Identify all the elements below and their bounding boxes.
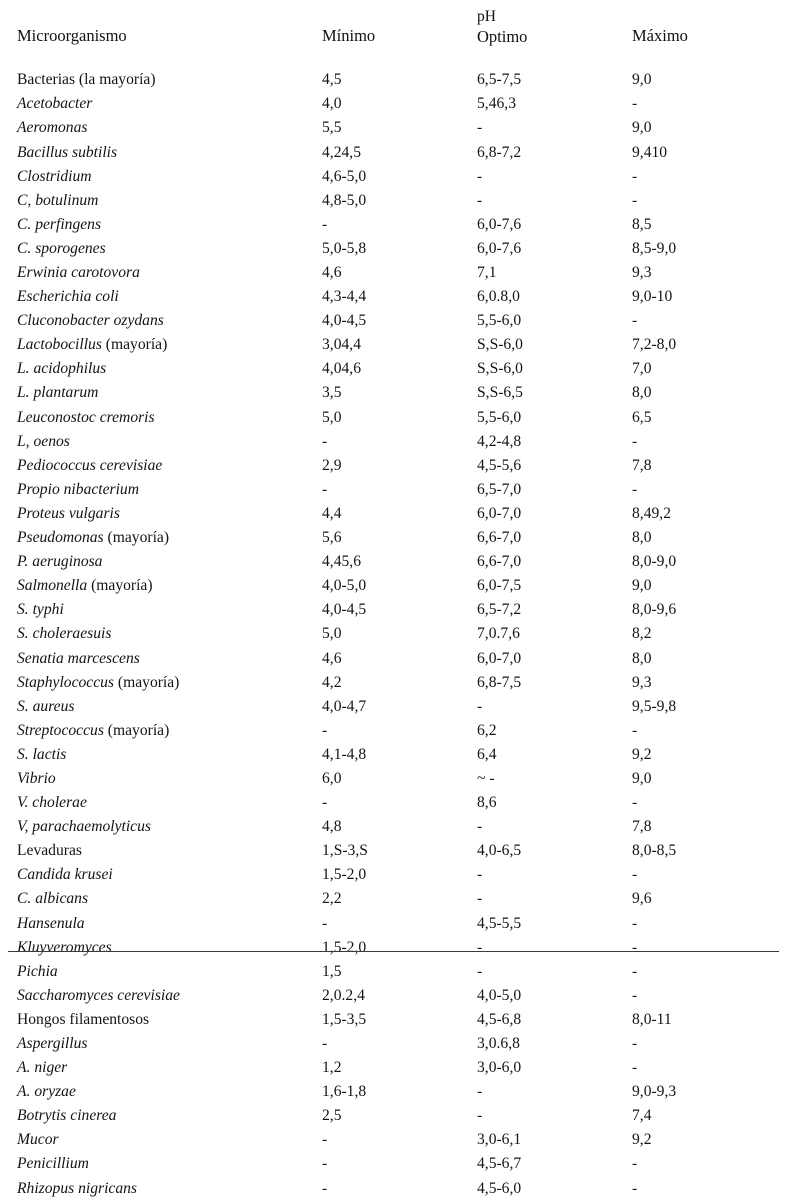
table-row (17, 140, 770, 164)
cell-organism: Saccharomyces cerevisiae (17, 986, 180, 1004)
column-header-maximo: Máximo (632, 25, 688, 45)
cell-maximo: - (632, 938, 638, 956)
table-row (17, 357, 770, 381)
cell-minimo: 4,0-4,5 (322, 601, 367, 619)
cell-maximo: 9,0 (632, 119, 652, 137)
cell-organism: Pseudomonas (mayoría) (17, 529, 170, 547)
cell-minimo: 4,5 (322, 71, 342, 89)
table-row (17, 1008, 770, 1032)
cell-maximo: 8,2 (632, 625, 652, 643)
cell-organism: Cluconobacter ozydans (17, 312, 164, 330)
cell-organism: Salmonella (mayoría) (17, 577, 153, 595)
table-row (17, 984, 770, 1008)
cell-optimo: 3,0-6,1 (477, 1131, 522, 1149)
cell-organism: C. sporogenes (17, 239, 106, 257)
cell-optimo: 4,5-6,0 (477, 1179, 522, 1197)
cell-minimo: 4,0-4,7 (322, 697, 367, 715)
ph-ranges-table (17, 0, 770, 1204)
cell-maximo: 8,0 (632, 649, 652, 667)
cell-organism: Hongos filamentosos (17, 1010, 150, 1028)
cell-organism: Bacterias (la mayoría) (17, 71, 156, 89)
cell-organism: Levaduras (17, 842, 82, 860)
cell-maximo: 8,0 (632, 384, 652, 402)
cell-minimo: - (322, 794, 328, 812)
cell-minimo: 1,5-2,0 (322, 866, 367, 884)
cell-minimo: 1,5-3,5 (322, 1010, 367, 1028)
cell-maximo: - (632, 721, 638, 739)
cell-organism: Leuconostoc cremoris (17, 408, 155, 426)
cell-maximo: 8,5-9,0 (632, 239, 677, 257)
cell-organism: A. oryzae (17, 1083, 76, 1101)
cell-minimo: 4,0-5,0 (322, 577, 367, 595)
cell-organism: V. cholerae (17, 794, 87, 812)
cell-maximo: - (632, 914, 638, 932)
cell-organism: Aspergillus (17, 1035, 88, 1052)
table-row (17, 863, 770, 887)
cell-maximo: 9,2 (632, 745, 652, 763)
cell-minimo: - (322, 480, 328, 498)
cell-maximo: 8,0-9,6 (632, 601, 677, 619)
cell-maximo: 9,0 (632, 769, 652, 787)
table-row (17, 333, 770, 357)
cell-minimo: - (322, 914, 328, 932)
cell-organism: Hansenula (17, 914, 85, 932)
cell-maximo: 8,0-8,5 (632, 842, 677, 860)
cell-minimo: 5,6 (322, 529, 342, 547)
cell-minimo: - (322, 215, 328, 233)
cell-minimo: 2,0.2,4 (322, 986, 365, 1004)
table-row (17, 646, 770, 670)
cell-organism: Mucor (17, 1131, 59, 1149)
cell-organism: Bacillus subtilis (17, 143, 118, 161)
cell-organism: L. acidophilus (17, 360, 107, 378)
cell-optimo: 4,0-5,0 (477, 986, 522, 1004)
table-row (17, 1128, 770, 1152)
cell-organism: S. lactis (17, 745, 67, 763)
cell-optimo: 3,0-6,0 (477, 1059, 522, 1077)
cell-minimo: 1,5 (322, 962, 342, 980)
cell-organism: L. plantarum (17, 384, 99, 402)
table-row (17, 429, 770, 453)
cell-organism: Candida krusei (17, 866, 113, 884)
table-row (17, 1176, 770, 1204)
cell-maximo: 9,0-10 (632, 288, 673, 306)
cell-organism: C. perfingens (17, 215, 102, 233)
cell-minimo: 4,3-4,4 (322, 288, 367, 306)
cell-maximo: - (632, 866, 638, 884)
cell-optimo: 6,2 (477, 721, 497, 739)
cell-optimo: 6,0-7,6 (477, 215, 522, 233)
cell-optimo: - (477, 938, 483, 956)
table-row (17, 92, 770, 116)
cell-maximo: 9,5-9,8 (632, 697, 677, 715)
table-row (17, 188, 770, 212)
cell-maximo: - (632, 1155, 638, 1173)
cell-optimo: 6,5-7,2 (477, 601, 522, 619)
cell-maximo: 7,4 (632, 1107, 652, 1125)
cell-maximo: 7,8 (632, 818, 652, 836)
cell-optimo: S,S-6,0 (477, 360, 523, 378)
cell-optimo: - (477, 191, 483, 209)
cell-minimo: 3,04,4 (322, 336, 361, 354)
cell-minimo: 2,5 (322, 1107, 342, 1125)
table-row (17, 670, 770, 694)
cell-maximo: - (632, 432, 638, 450)
table-row (17, 622, 770, 646)
cell-maximo: - (632, 95, 638, 113)
cell-minimo: 6,0 (322, 769, 342, 787)
cell-minimo: 4,1-4,8 (322, 745, 367, 763)
cell-minimo: - (322, 1179, 328, 1197)
table-row (17, 1104, 770, 1128)
cell-minimo: 3,5 (322, 384, 342, 402)
cell-optimo: 7,0.7,6 (477, 625, 520, 643)
cell-maximo: 9,0-9,3 (632, 1083, 677, 1101)
cell-maximo: 9,0 (632, 577, 652, 595)
column-header-optimo (477, 0, 632, 48)
cell-maximo: 6,5 (632, 408, 652, 426)
cell-optimo: - (477, 167, 483, 185)
column-header-ph-label: pH (477, 8, 496, 26)
cell-organism: L, oenos (17, 432, 70, 450)
table-row (17, 694, 770, 718)
cell-organism: Staphylococcus (mayoría) (17, 673, 180, 691)
table-row (17, 550, 770, 574)
cell-organism: S. aureus (17, 697, 75, 715)
table-row (17, 719, 770, 743)
table-row (17, 887, 770, 911)
cell-optimo: 6,5-7,0 (477, 480, 522, 498)
cell-organism: Clostridium (17, 167, 92, 185)
table-row (17, 454, 770, 478)
cell-optimo: 6,0-7,0 (477, 649, 522, 667)
cell-optimo: 4,5-5,5 (477, 914, 522, 932)
cell-organism: Penicillium (17, 1155, 89, 1173)
table-row (17, 237, 770, 261)
table-row (17, 116, 770, 140)
cell-maximo: - (632, 794, 638, 812)
table-row (17, 285, 770, 309)
cell-organism: Pichia (17, 962, 58, 980)
cell-maximo: 9,3 (632, 673, 652, 691)
cell-organism: Rhizopus nigricans (17, 1179, 137, 1197)
cell-optimo: S,S-6,0 (477, 336, 523, 354)
cell-maximo: - (632, 1179, 638, 1197)
cell-organism: Pediococcus cerevisiae (17, 456, 163, 474)
cell-organism: C. albicans (17, 890, 89, 908)
cell-optimo: - (477, 890, 483, 908)
cell-optimo: 6,0-7,6 (477, 239, 522, 257)
table-row (17, 767, 770, 791)
cell-minimo: 4,8-5,0 (322, 191, 367, 209)
table-row (17, 1032, 770, 1056)
cell-optimo: 3,0.6,8 (477, 1035, 520, 1052)
cell-maximo: 8,0-9,0 (632, 553, 677, 571)
cell-optimo: ~ - (477, 769, 495, 787)
cell-optimo: 6,0.8,0 (477, 288, 520, 306)
cell-maximo: - (632, 962, 638, 980)
cell-optimo: 6,6-7,0 (477, 553, 522, 571)
cell-minimo: - (322, 1035, 328, 1052)
cell-maximo: - (632, 312, 638, 330)
cell-maximo: 7,2-8,0 (632, 336, 677, 354)
cell-minimo: 2,2 (322, 890, 342, 908)
table-row (17, 959, 770, 983)
cell-minimo: 4,24,5 (322, 143, 361, 161)
cell-maximo: - (632, 191, 638, 209)
table-row (17, 839, 770, 863)
cell-optimo: 5,5-6,0 (477, 312, 522, 330)
cell-maximo: - (632, 480, 638, 498)
cell-minimo: 4,2 (322, 673, 342, 691)
cell-minimo: 4,6 (322, 264, 342, 281)
cell-optimo: 8,6 (477, 794, 497, 812)
cell-maximo: 8,0-11 (632, 1010, 672, 1028)
cell-organism: Acetobacter (17, 95, 93, 113)
table-row (17, 68, 770, 92)
cell-organism: Aeromonas (17, 119, 88, 137)
table-row (17, 164, 770, 188)
cell-maximo: - (632, 1035, 638, 1052)
cell-optimo: 6,4 (477, 745, 497, 763)
cell-optimo: 4,5-6,7 (477, 1155, 522, 1173)
table-row (17, 526, 770, 550)
cell-organism: Botrytis cinerea (17, 1107, 117, 1125)
table-row (17, 309, 770, 333)
cell-optimo: 4,0-6,5 (477, 842, 522, 860)
cell-maximo: 8,5 (632, 215, 652, 233)
column-header-optimo-label: Optimo (477, 26, 528, 46)
table-row (17, 935, 770, 959)
table-row (17, 791, 770, 815)
table-bottom-rule (8, 951, 779, 952)
cell-organism: Propio nibacterium (17, 480, 139, 498)
cell-optimo: 4,5-6,8 (477, 1010, 522, 1028)
cell-minimo: 4,0 (322, 95, 342, 113)
cell-organism: S. typhi (17, 601, 64, 619)
cell-maximo: - (632, 167, 638, 185)
cell-maximo: 8,49,2 (632, 504, 671, 522)
header-spacer (17, 48, 770, 68)
cell-minimo: 5,5 (322, 119, 342, 137)
cell-maximo: 7,8 (632, 456, 652, 474)
table-row (17, 911, 770, 935)
column-header-minimo: Mínimo (322, 25, 376, 45)
cell-organism: V, parachaemolyticus (17, 818, 151, 836)
cell-optimo: - (477, 119, 483, 137)
cell-optimo: - (477, 697, 483, 715)
table-body (17, 68, 770, 1204)
cell-minimo: - (322, 721, 328, 739)
cell-optimo: - (477, 1107, 483, 1125)
cell-maximo: 9,410 (632, 143, 668, 161)
cell-organism: Lactobocillus (mayoría) (17, 336, 168, 354)
table-row (17, 478, 770, 502)
cell-optimo: - (477, 818, 483, 836)
cell-maximo: - (632, 1059, 638, 1077)
cell-organism: C, botulinum (17, 191, 99, 209)
table-row (17, 743, 770, 767)
cell-organism: Vibrio (17, 769, 56, 787)
table-row (17, 502, 770, 526)
cell-minimo: 4,8 (322, 818, 342, 836)
cell-minimo: 4,4 (322, 504, 342, 522)
table-header (17, 0, 770, 68)
cell-minimo: 5,0-5,8 (322, 239, 367, 257)
cell-optimo: 6,0-7,5 (477, 577, 522, 595)
cell-optimo: - (477, 866, 483, 884)
cell-minimo: 1,6-1,8 (322, 1083, 367, 1101)
cell-maximo: 9,2 (632, 1131, 652, 1149)
cell-minimo: - (322, 1155, 328, 1173)
table-row (17, 213, 770, 237)
cell-minimo: 4,6-5,0 (322, 167, 367, 185)
cell-organism: Erwinia carotovora (17, 264, 140, 281)
table-row (17, 381, 770, 405)
table-header-row (17, 0, 770, 48)
cell-optimo: 6,0-7,0 (477, 504, 522, 522)
cell-minimo: 5,0 (322, 408, 342, 426)
cell-organism: P. aeruginosa (17, 553, 103, 571)
cell-organism: Escherichia coli (17, 288, 119, 306)
cell-minimo: 1,5-2,0 (322, 938, 367, 956)
cell-organism: A. niger (17, 1059, 68, 1077)
cell-optimo: 6,5-7,5 (477, 71, 522, 89)
table-row (17, 1080, 770, 1104)
cell-minimo: 4,04,6 (322, 360, 361, 378)
cell-maximo: 9,3 (632, 264, 652, 281)
cell-optimo: 6,8-7,2 (477, 143, 522, 161)
cell-optimo: - (477, 1083, 483, 1101)
cell-minimo: 4,0-4,5 (322, 312, 367, 330)
cell-optimo: 4,5-5,6 (477, 456, 522, 474)
cell-organism: Senatia marcescens (17, 649, 140, 667)
table-row (17, 1056, 770, 1080)
cell-minimo: 4,6 (322, 649, 342, 667)
cell-organism: Proteus vulgaris (17, 504, 120, 522)
cell-maximo: 8,0 (632, 529, 652, 547)
cell-organism: S. choleraesuis (17, 625, 112, 643)
cell-minimo: 5,0 (322, 625, 342, 643)
cell-maximo: 9,6 (632, 890, 652, 908)
table-row (17, 815, 770, 839)
cell-minimo: 1,2 (322, 1059, 342, 1077)
table-row (17, 261, 770, 285)
cell-minimo: 1,S-3,S (322, 842, 368, 860)
cell-minimo: 2,9 (322, 456, 342, 474)
cell-maximo: 9,0 (632, 71, 652, 89)
cell-optimo: - (477, 962, 483, 980)
cell-optimo: S,S-6,5 (477, 384, 523, 402)
cell-minimo: - (322, 1131, 328, 1149)
cell-organism: Kluyveromyces (17, 938, 112, 956)
table-row (17, 405, 770, 429)
table-row (17, 574, 770, 598)
cell-organism: Streptococcus (mayoría) (17, 721, 170, 739)
cell-optimo: 5,5-6,0 (477, 408, 522, 426)
table-row (17, 598, 770, 622)
cell-minimo: 4,45,6 (322, 553, 361, 571)
cell-optimo: 4,2-4,8 (477, 432, 522, 450)
column-header-organism: Microorganismo (17, 25, 127, 45)
cell-optimo: 7,1 (477, 264, 497, 281)
table-row (17, 1152, 770, 1176)
cell-minimo: - (322, 432, 328, 450)
cell-maximo: - (632, 986, 638, 1004)
cell-maximo: 7,0 (632, 360, 652, 378)
cell-optimo: 5,46,3 (477, 95, 516, 113)
cell-optimo: 6,8-7,5 (477, 673, 522, 691)
cell-optimo: 6,6-7,0 (477, 529, 522, 547)
